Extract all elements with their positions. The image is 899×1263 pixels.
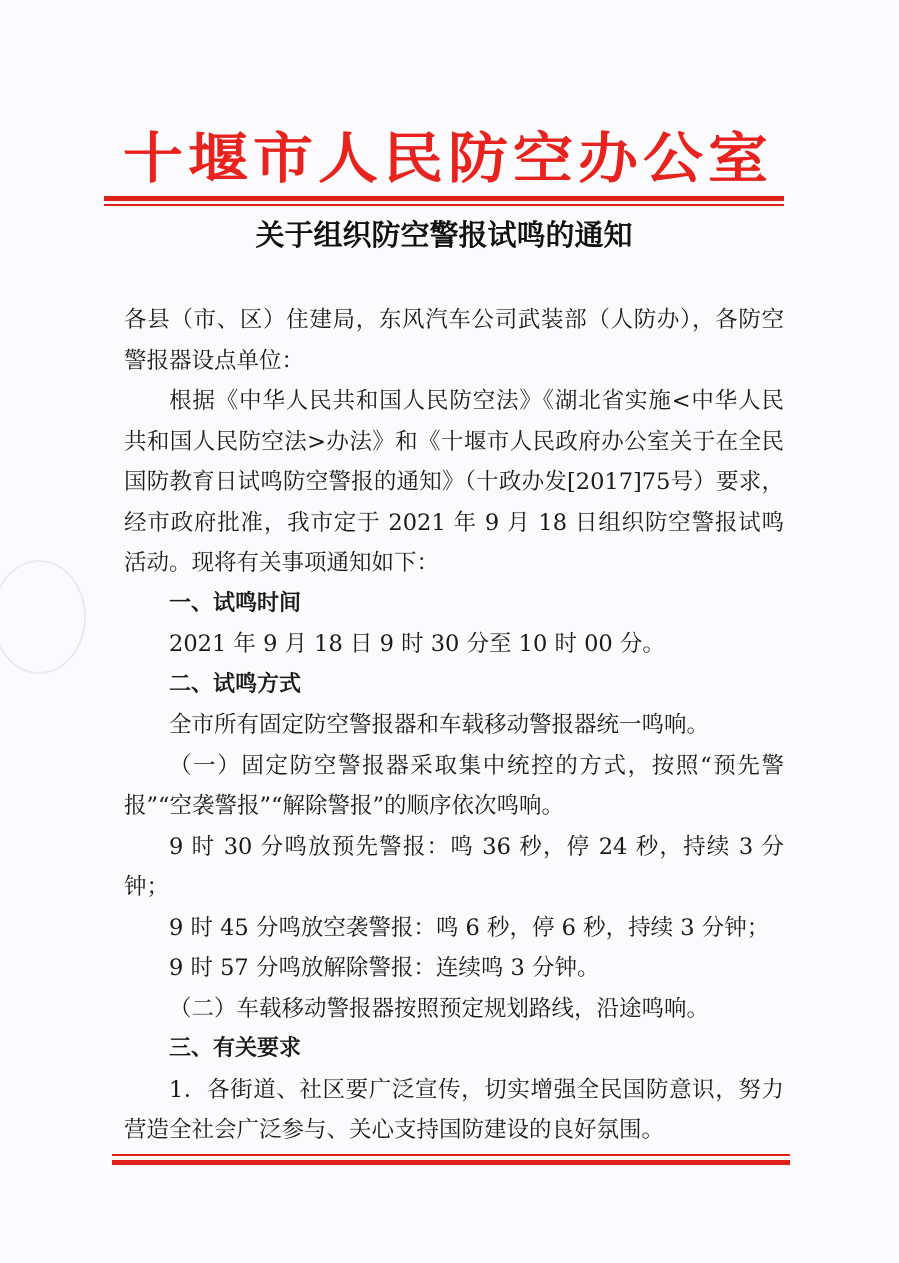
document-body	[124, 300, 784, 1151]
footer-rule-thick	[112, 1160, 790, 1165]
section-heading-method: 二、试鸣方式	[169, 671, 302, 697]
intro-paragraph: 根据《中华人民共和国人民防空法》《湖北省实施<中华人民共和国人民防空法>办法》和《十堰市人民政府办公室关于在全民国防教育日试鸣防空警报的通知》（十政办发[2017]75号）要求，经市政府批准，我市定于 2021 年 9 月 18 日组织防空警报试鸣活动。现将有关事项通知如下：	[124, 388, 784, 576]
method-item-fixed: （一）固定防空警报器采取集中统控的方式，按照“预先警报”“空袭警报”“解除警报”的顺序依次鸣响。	[124, 752, 784, 819]
document-title: 关于组织防空警报试鸣的通知	[255, 218, 633, 252]
header-rule-thick	[104, 196, 784, 201]
section-heading-requirements: 三、有关要求	[169, 1036, 302, 1061]
section-time-text: 2021 年 9 月 18 日 9 时 30 分至 10 时 00 分。	[169, 631, 665, 657]
method-item-mobile: （二）车载移动警报器按照预定规划路线，沿途鸣响。	[169, 995, 710, 1022]
faint-seal-mark	[0, 560, 86, 674]
org-header: 十堰市人民防空办公室	[123, 126, 773, 192]
header-rule-thin	[104, 204, 784, 206]
requirement-item-1: 1．各街道、社区要广泛宣传，切实增强全民国防意识，努力营造全社会广泛参与、关心支持国防建设的良好氛围。	[124, 1076, 784, 1143]
schedule-line-3: 9 时 57 分鸣放解除警报：连续鸣 3 分钟。	[169, 955, 600, 981]
salutation: 各县（市、区）住建局，东风汽车公司武装部（人防办），各防空警报器设点单位：	[124, 307, 784, 374]
section-method-text: 全市所有固定防空警报器和车载移动警报器统一鸣响。	[169, 712, 710, 738]
schedule-line-1: 9 时 30 分鸣放预先警报：鸣 36 秒，停 24 秒，持续 3 分钟；	[124, 833, 784, 900]
section-heading-time: 一、试鸣时间	[169, 590, 302, 616]
footer-rule-thin	[112, 1154, 790, 1156]
schedule-line-2: 9 时 45 分鸣放空袭警报：鸣 6 秒，停 6 秒，持续 3 分钟；	[169, 914, 770, 941]
